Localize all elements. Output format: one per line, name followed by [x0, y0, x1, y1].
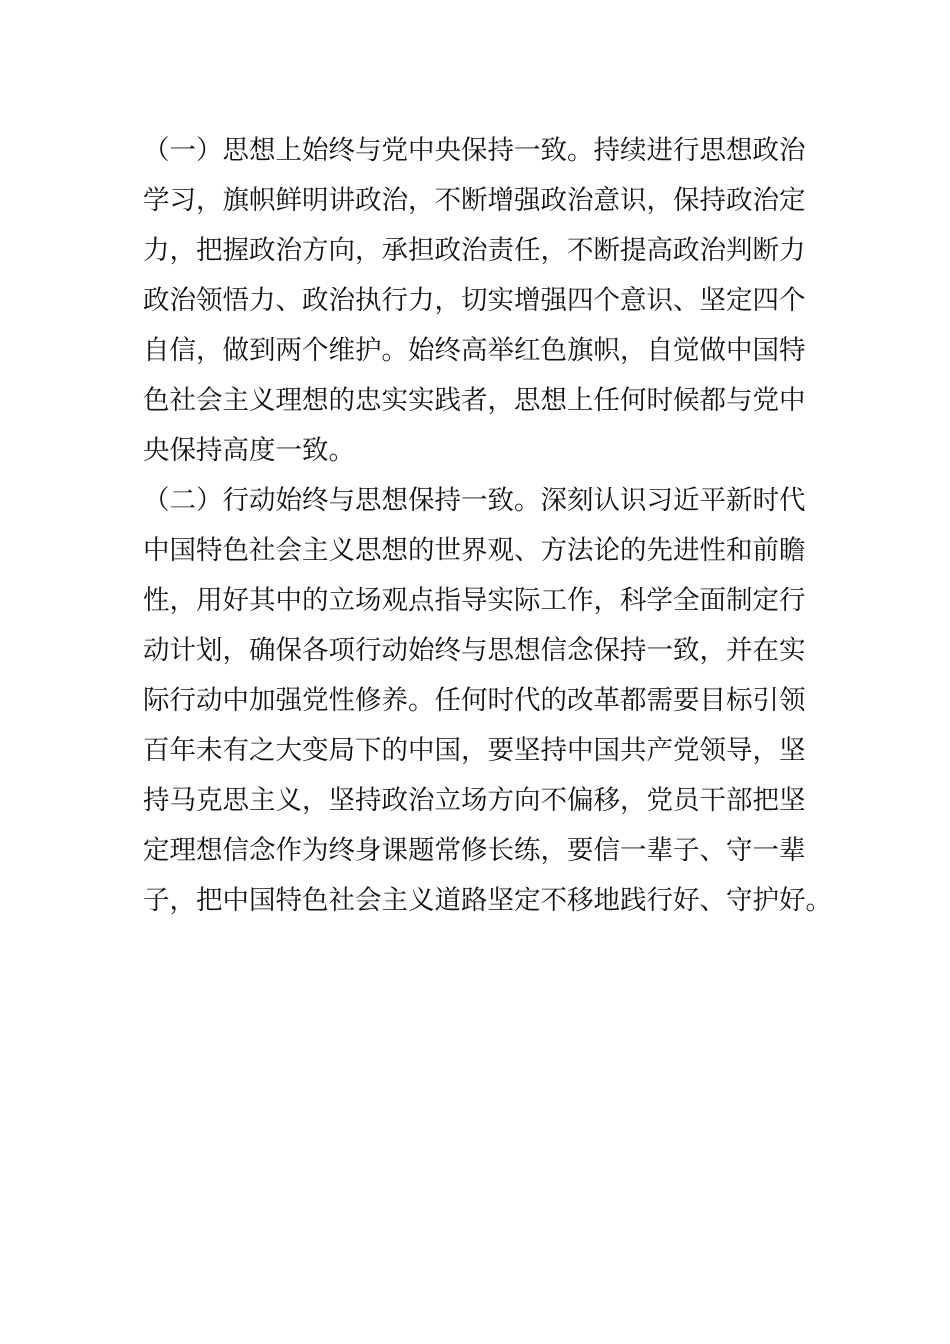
paragraph-2 [143, 476, 832, 926]
text-line: 政治领悟力、政治执行力，切实增强四个意识、坚定四个 [143, 285, 806, 316]
paragraph-1 [143, 126, 813, 476]
text-line: 学习，旗帜鲜明讲政治，不断增强政治意识，保持政治定 [143, 185, 806, 216]
text-line: 央保持高度一致。 [143, 435, 355, 466]
text-line: 子，把中国特色社会主义道路坚定不移地践行好、守护好。 [143, 885, 832, 916]
text-line: 际行动中加强党性修养。任何时代的改革都需要目标引领 [143, 685, 806, 716]
text-line: 力，把握政治方向，承担政治责任，不断提高政治判断力 [143, 235, 806, 266]
text-line: 动计划，确保各项行动始终与思想信念保持一致，并在实 [143, 635, 806, 666]
text-line: 定理想信念作为终身课题常修长练，要信一辈子、守一辈 [143, 835, 806, 866]
text-line: （一）思想上始终与党中央保持一致。持续进行思想政治 [143, 135, 806, 166]
text-line: （二）行动始终与思想保持一致。深刻认识习近平新时代 [143, 485, 806, 516]
text-line: 中国特色社会主义思想的世界观、方法论的先进性和前瞻 [143, 535, 806, 566]
text-line: 色社会主义理想的忠实实践者，思想上任何时候都与党中 [143, 385, 806, 416]
text-line: 百年未有之大变局下的中国，要坚持中国共产党领导，坚 [143, 735, 806, 766]
text-line: 持马克思主义，坚持政治立场方向不偏移，党员干部把坚 [143, 785, 806, 816]
text-line: 性，用好其中的立场观点指导实际工作，科学全面制定行 [143, 585, 806, 616]
text-line: 自信，做到两个维护。始终高举红色旗帜，自觉做中国特 [143, 335, 806, 366]
document-body [143, 126, 832, 926]
